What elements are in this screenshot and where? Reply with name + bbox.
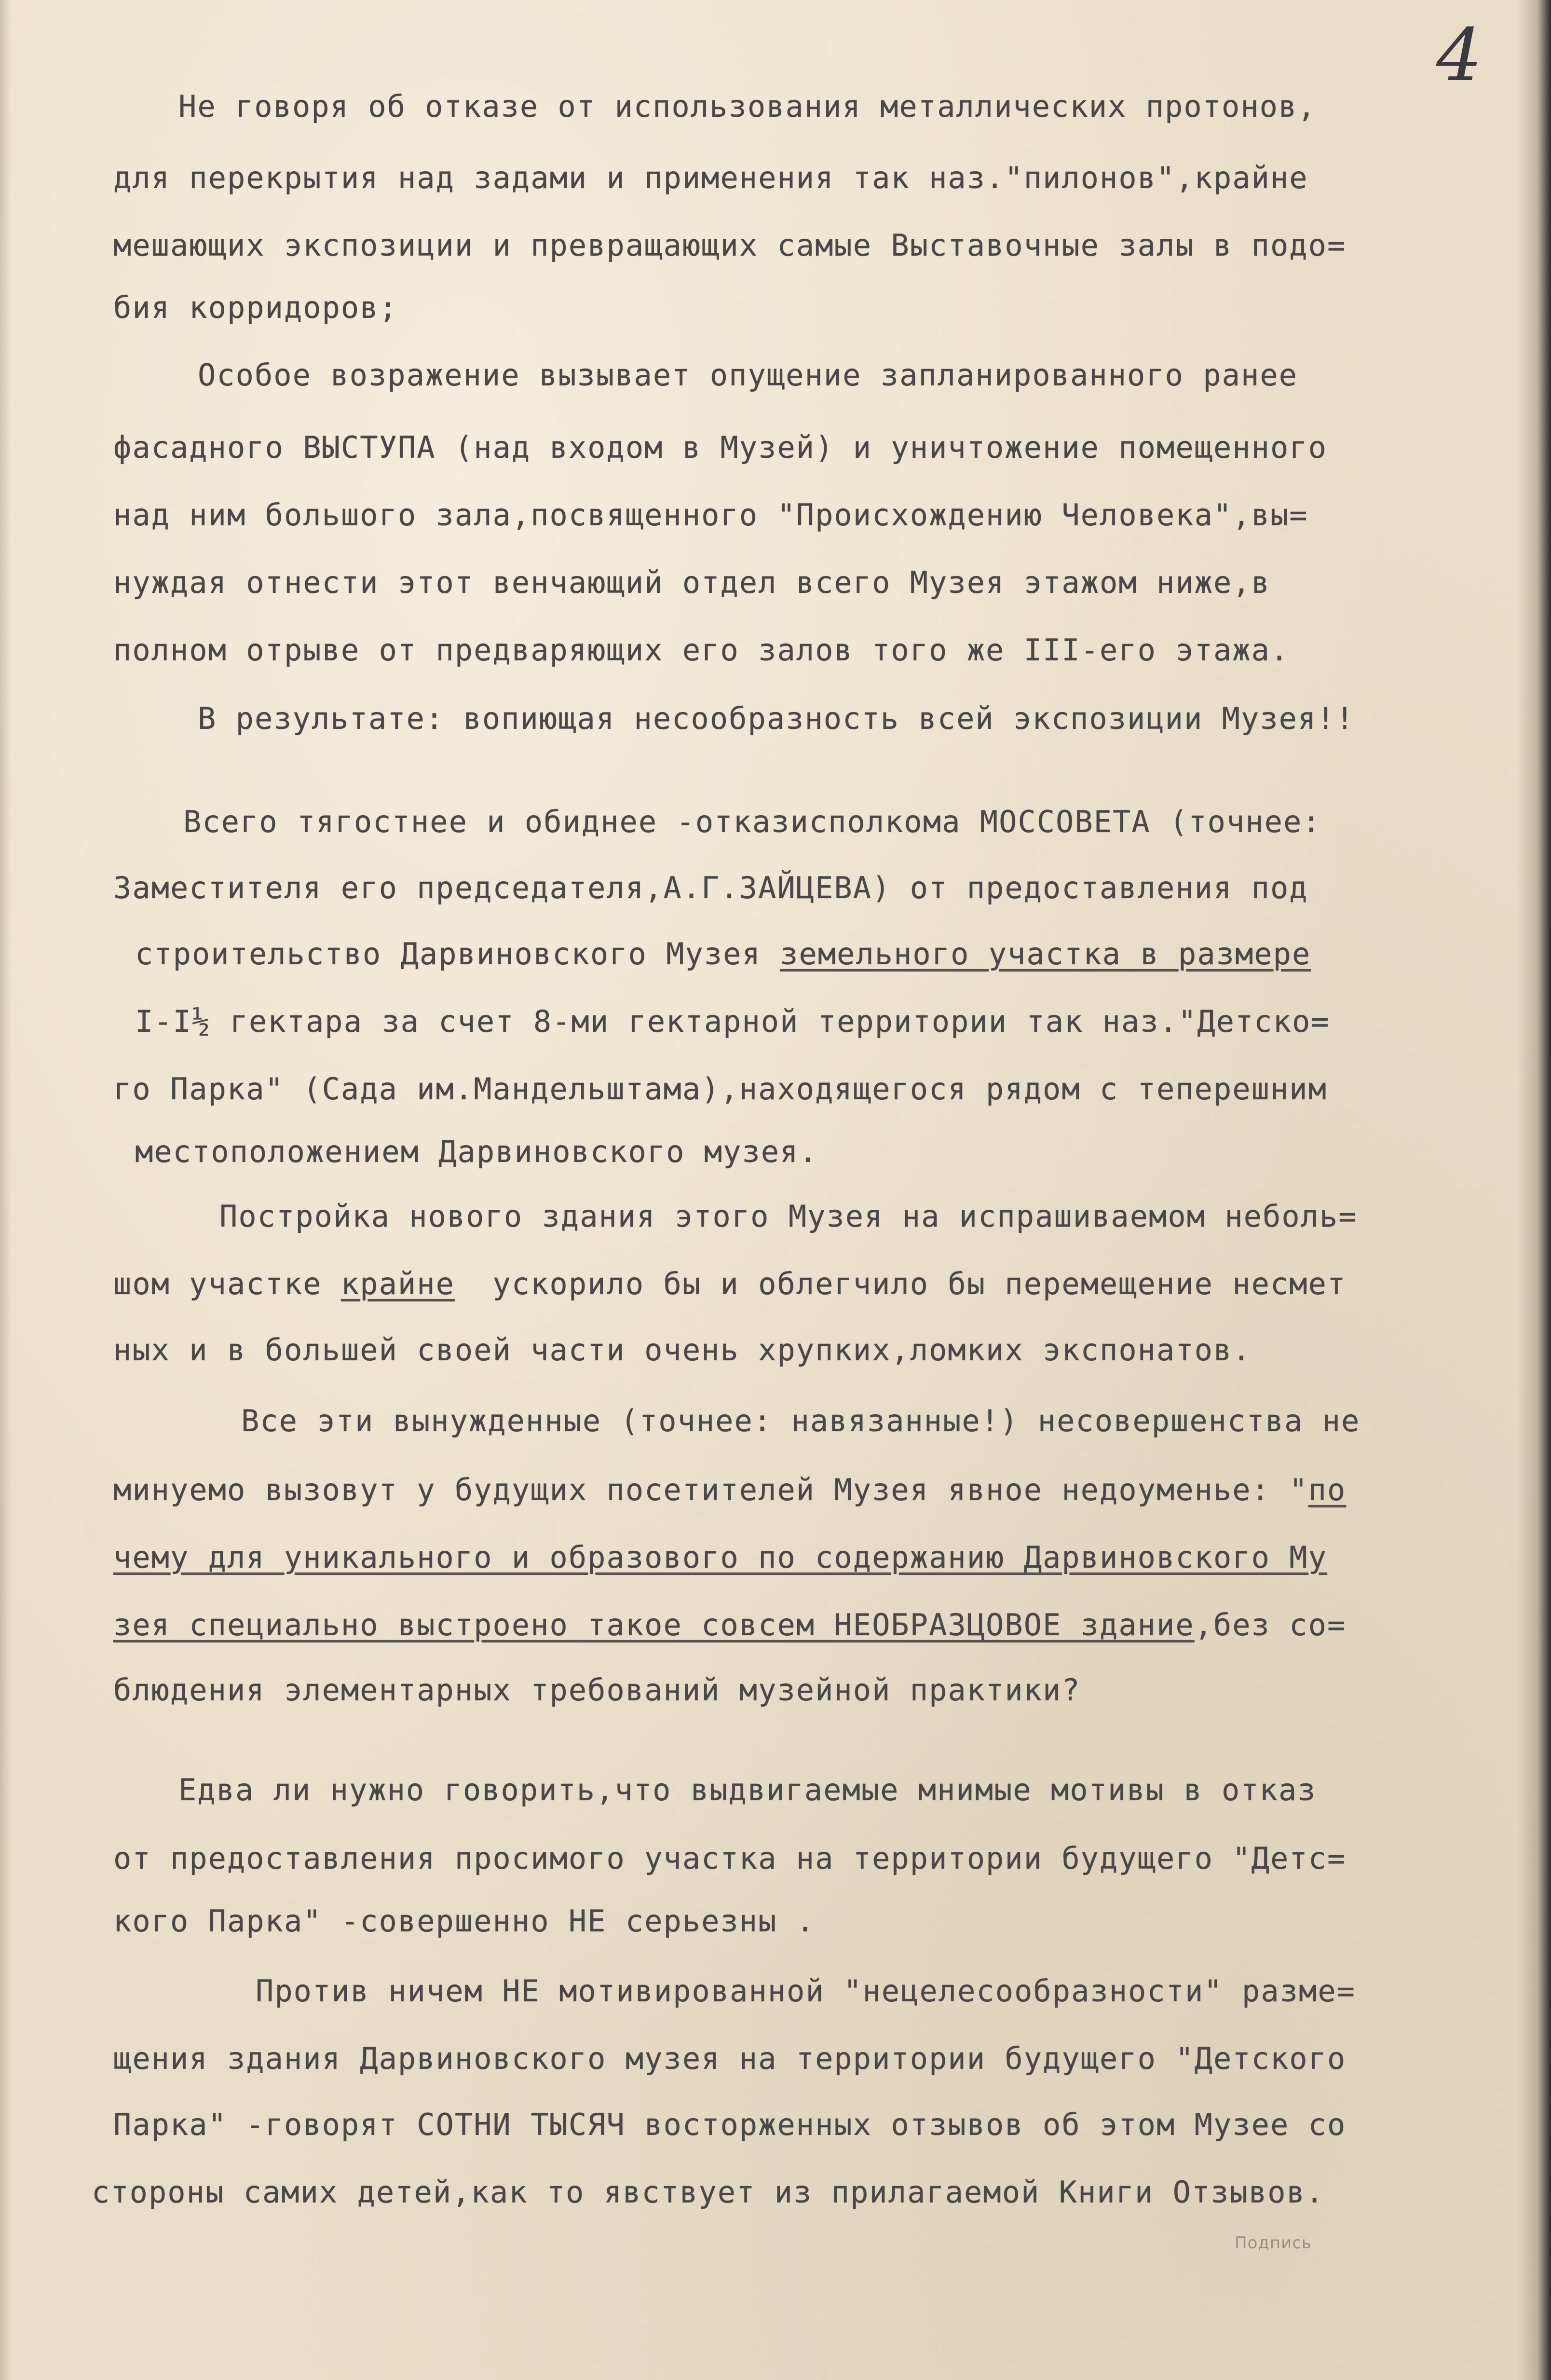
text-line-24: блюдения элементарных требований музейной практики? — [113, 1672, 1081, 1708]
text-line-16: местоположением Дарвиновского музея. — [135, 1134, 818, 1169]
text-line-23-end: ,без со= — [1194, 1607, 1347, 1642]
text-line-31: стороны самих детей,как то явствует из прилагаемой Книги Отзывов. — [92, 2175, 1325, 2210]
text-line-2: для перекрытия над задами и применения так наз."пилонов",крайне — [113, 160, 1308, 195]
text-line-25: Едва ли нужно говорить,что выдвигаемые мнимые мотивы в отказ — [178, 1772, 1317, 1807]
text-line-20: Все эти вынужденные (точнее: навязанные!) несовершенства не — [241, 1403, 1361, 1438]
text-line-30: Парка" -говорят СОТНИ ТЫСЯЧ восторженных отзывов об этом Музее со — [113, 2107, 1347, 2142]
text-line-13-start: строительство Дарвиновского Музея — [135, 936, 780, 971]
text-line-15: го Парка" (Сада им.Мандельштама),находящегося рядом с теперешним — [113, 1071, 1327, 1107]
text-line-28: Против ничем НЕ мотивированной "нецелесообразности" разме= — [256, 1973, 1356, 2009]
text-line-5: Особое возражение вызывает опущение запланированного ранее — [198, 357, 1298, 393]
text-line-11: Всего тягостнее и обиднее -отказисполкома МОССОВЕТА (точнее: — [183, 804, 1321, 839]
underlined-question-middle: чему для уникального и образового по содержанию Дарвиновского Му — [113, 1540, 1327, 1575]
text-line-29: щения здания Дарвиновского музея на территории будущего "Детского — [113, 2041, 1347, 2076]
text-line-9: полном отрыве от предваряющих его залов того же III-его этажа. — [113, 632, 1290, 668]
text-line-12: Заместителя его председателя,А.Г.ЗАЙЦЕВА) от предоставления под — [113, 870, 1308, 905]
text-line-21-start: минуемо вызовут у будущих посетителей Музея явное недоуменье: " — [113, 1472, 1308, 1507]
text-line-17: Постройка нового здания этого Музея на испрашиваемом неболь= — [219, 1199, 1358, 1234]
underlined-question-start: по — [1308, 1472, 1347, 1507]
text-line-4: бия корридоров; — [113, 290, 398, 325]
text-line-13 — [135, 936, 1311, 971]
text-line-23 — [113, 1607, 1347, 1642]
text-line-18 — [113, 1266, 1347, 1301]
text-line-22 — [113, 1540, 1327, 1575]
text-line-3: мешающих экспозиции и превращающих самые Выставочные залы в подо= — [113, 228, 1347, 263]
underlined-question-end: зея специально выстроено такое совсем НЕОБРАЗЦОВОЕ здание — [113, 1607, 1195, 1642]
text-line-1: Не говоря об отказе от использования металлических протонов, — [178, 89, 1317, 124]
text-line-26: от предоставления просимого участка на территории будущего "Детс= — [113, 1841, 1347, 1876]
text-line-6: фасадного ВЫСТУПА (над входом в Музей) и уничтожение помещенного — [113, 430, 1327, 465]
text-line-14: I-I½ гектара за счет 8-ми гектарной территории так наз."Детско= — [135, 1004, 1330, 1039]
page-number: 4 — [1436, 14, 1483, 97]
underlined-word-extremely: крайне — [340, 1266, 455, 1301]
text-line-7: над ним большого зала,посвященного "Происхождению Человека",вы= — [113, 497, 1308, 533]
page-left-shadow — [0, 0, 12, 2380]
page-right-edge — [1517, 0, 1551, 2380]
text-line-10: В результате: вопиющая несообразность всей экспозиции Музея!! — [198, 701, 1355, 736]
faint-signature-mark: Подпись — [1235, 2233, 1312, 2253]
text-line-27: кого Парка" -совершенно НЕ серьезны . — [113, 1903, 816, 1939]
text-line-8: нуждая отнести этот венчающий отдел всего Музея этажом ниже,в — [113, 565, 1270, 600]
text-line-19: ных и в большей своей части очень хрупких,ломких экспонатов. — [113, 1332, 1252, 1368]
underlined-phrase-land-plot: земельного участка в размере — [780, 936, 1311, 971]
text-line-21 — [113, 1472, 1347, 1507]
text-line-18-end: ускорило бы и облегчило бы перемещение несмет — [454, 1266, 1347, 1301]
text-line-18-start: шом участке — [113, 1266, 341, 1301]
